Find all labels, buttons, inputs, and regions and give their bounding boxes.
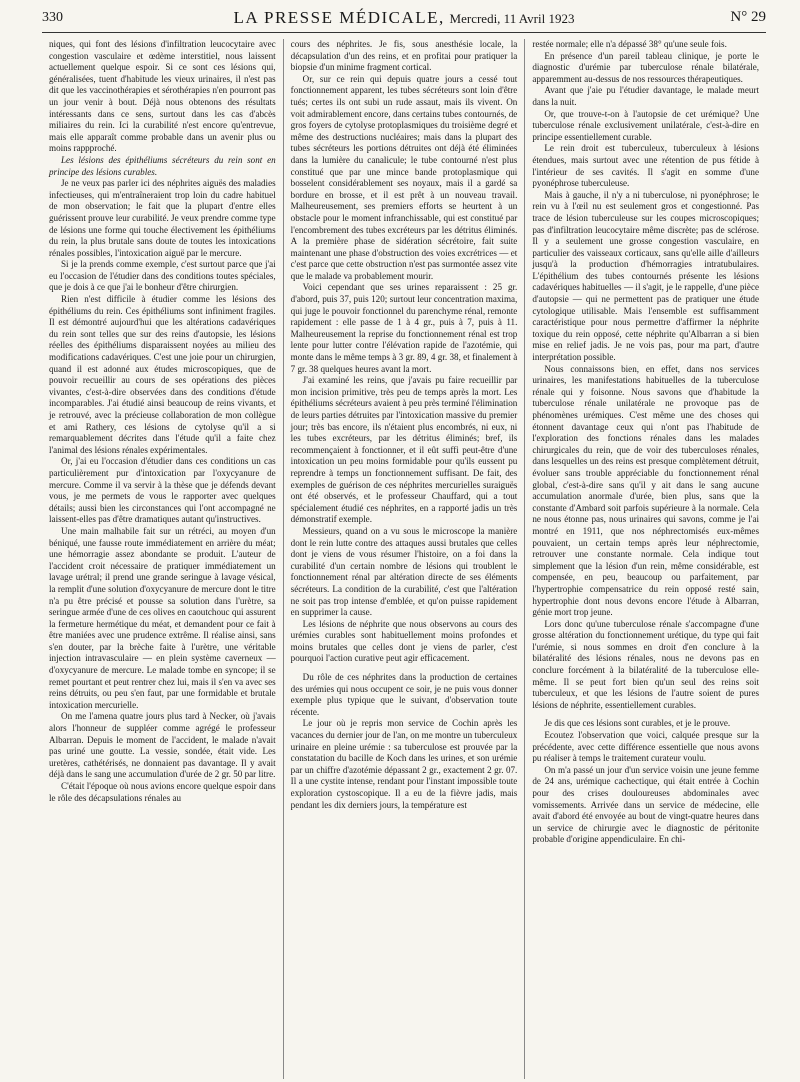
paragraph: cours des néphrites. Je fis, sous anesthésie locale, la décapsulation d'un des reins, et en profitai pour pratiquer la biopsie d'un minime fragment cortical. bbox=[290, 39, 518, 73]
column-2 bbox=[283, 39, 525, 1079]
paragraph: Nous connaissons bien, en effet, dans nos services urinaires, les manifestations habituelles de la tuberculose rénale qui y foisonne. Nous savons que d'habitude la tuberculose rénale unilatérale ne provoque pas de phénomènes urémiques. C'est même une des choses qui étonnent davantage ceux qui n'ont pas l'habitude de l'exploration des fonctions rénales dans les malades chirurgicales du rein, que de voir des tuberculoses rénales, dans lesquelles un des reins est presque complètement détruit, évoluer sans trouble appréciable du fonctionnement rénal global, c'est-à-dire sans qu'il y ait dans le sang aucune accumulation anormale d'urée, bien plus, sans que la constante d'Ambard soit parfois supérieure à la normale. Cela ne nous étonne pas, nous urinaires qui savons, comme je l'ai montré en 1911, que nos néphrectomisés eux-mêmes pouvaient, un certain temps après leur néphrectomie, retrouver une constante normale. Cela indique tout simplement que la lésion d'un rein, même considérable, est compensée, en peu, beaucoup ou parfaitement, par l'hypertrophie compensatrice du rein opposé resté sain, hypertrophie dont nous devons encore l'étude à Albarran, génie mort trop jeune. bbox=[532, 363, 760, 618]
paragraph: Voici cependant que ses urines reparaissent : 25 gr. d'abord, puis 37, puis 120; surtout leur concentration maxima, qui juge le pouvoir fonctionnel du parenchyme rénal, remonte rapidement : elle passe de 1 à 4 gr., puis à 7, puis à 11. Malheureusement la reprise du fonctionnement rénal est trop lente pour lutter contre l'élévation rapide de l'azotémie, qui monte dans le même temps à 3 gr. 89, 4 gr. 38, et finalement à 7 gr. 38 quelques heures avant la mort. bbox=[290, 282, 518, 374]
paragraph: Je ne veux pas parler ici des néphrites aiguës des maladies infectieuses, qui m'entraîneraient trop loin du cadre habituel de mon observation; le fait que la plupart d'entre elles guérissent prouve leur curabilité. Je veux prendre comme type de lésions une forme qui touche électivement les épithéliums du rein, la plus brutale sans doute de toutes les intoxications rénales possibles, l'intoxication aiguë par le mercure. bbox=[49, 178, 276, 258]
paragraph: Lors donc qu'une tuberculose rénale s'accompagne d'une grosse altération du fonctionnement urétique, du type qui fait l'urémie, si nous sommes en droit d'en conclure à la bilatéralité des lésions rénales, nous ne devons pas en conclure forcément à la bilatéralité de la tuberculose elle-même. Il se peut fort bien qu'un seul des reins soit tuberculeux, et que les lésions de l'autre soient de pures lésions de néphrite, essentiellement curables. bbox=[532, 618, 760, 710]
page-header bbox=[42, 8, 766, 33]
paragraph: niques, qui font des lésions d'infiltration leucocytaire avec congestion vasculaire et œdème interstitiel, nous laissent actuellement quelque espoir. Si ce sont ces lésions qui, généralisées, tuent d'habitude les vieux urinaires, il n'est pas dit que les vaccinothérapies et sérothérapies n'en pourront pas un jour venir à bout. Déjà nous obtenons des résultats intéressants dans ce sens, surtout dans les cas d'abcès miliaires du rein. Ici la curabilité n'est encore qu'entrevue, mais elle apparaît comme probable dans un avenir plus ou moins rappproché. bbox=[49, 39, 276, 154]
issue-date: Mercredi, 11 Avril 1923 bbox=[449, 11, 575, 26]
paragraph: Je dis que ces lésions sont curables, et je le prouve. bbox=[544, 718, 731, 729]
journal-name: LA PRESSE MÉDICALE, bbox=[233, 8, 445, 27]
page-number: 330 bbox=[42, 10, 63, 25]
column-1 bbox=[42, 39, 283, 1079]
paragraph: On m'a passé un jour d'un service voisin une jeune femme de 24 ans, urémique cachectique, qui était entrée à Cochin pour des crises douloureuses abdominales avec vomissements. Arrivée dans un service de médecine, elle avait d'abord été envoyée au bout de vingt-quatre heures dans un service de chirurgie avec le diagnostic de péritonite probable d'origine appendiculaire. En chi- bbox=[532, 764, 760, 845]
paragraph: Ecoutez l'observation que voici, calquée presque sur la précédente, avec cette différence essentielle que nous avons pu réaliser à temps le traitement curateur voulu. bbox=[532, 730, 760, 764]
paragraph: Or, sur ce rein qui depuis quatre jours a cessé tout fonctionnement apparent, les tubes sécréteurs sont loin d'être tués; certes ils ont subi un rude assaut, mais ils vivent. On voit admirablement encore, dans certains tubes contournés, de gros foyers de cytolyse protoplasmiques du troisième degré et même des destructions nucléaires; mais dans la plupart des tubes sécréteurs les portions détruites ont déjà été éliminées dans la lumière du canalicule; le tube contourné n'est plus constitué que par une mince bande protoplasmique qui bosselent considérablement ses noyaux, mais il a gardé sa bordure en brosse, et il est prêt à un nouveau travail. Malheureusement, ses premiers efforts se heurtent à un obstacle pour le moment infranchissable, qui est constitué par l'encombrement des tubes excréteurs par les détritus éliminés. A la première phase de sidération sécrétoire, fait suite maintenant une phase d'obstruction des voies excrétrices — et c'est parce que cette obstruction n'est pas surmontée assez vite que le malade va probablement mourir. bbox=[290, 73, 518, 281]
paragraph: Avant que j'aie pu l'étudier davantage, le malade meurt dans la nuit. bbox=[532, 85, 760, 107]
paragraph: Du rôle de ces néphrites dans la production de certaines des urémies qui nous occupent ce soir, je ne puis vous donner exemple plus typique que le suivant, d'observation toute récente. bbox=[290, 672, 518, 717]
paragraph: Le rein droit est tuberculeux, tuberculeux à lésions étendues, mais surtout avec une rétention de pus fétide à l'intérieur de ses cavités. Il s'agit en somme d'une pyonéphrose tuberculeuse. bbox=[532, 143, 760, 189]
paragraph: On me l'amena quatre jours plus tard à Necker, où j'avais alors l'honneur de suppléer comme agrégé le professeur Albarran. Depuis le moment de l'accident, le malade n'avait pas uriné une goutte. La vessie, sondée, était vide. Les uretères, cathétérisés, ne donnaient pas davantage. Il y avait déjà dans le sang une accumulation d'urée de 2 gr. 50 par litre. bbox=[49, 711, 276, 780]
paragraph: restée normale; elle n'a dépassé 38° qu'une seule fois. bbox=[532, 39, 727, 49]
paragraph: Or, j'ai eu l'occasion d'étudier dans ces conditions un cas particulièrement pur d'intoxication par l'oxycyanure de mercure. Comme il va servir à la thèse que je défends devant vous, je me permets de vous le rapporter avec quelques détails; aussi bien les circonstances qui l'ont accompagné ne laissent-elles pas d'être dramatiques autant qu'instructives. bbox=[49, 456, 276, 525]
issue-number: N° 29 bbox=[730, 9, 766, 25]
paragraph: Mais à gauche, il n'y a ni tuberculose, ni pyonéphrose; le rein vu à l'œil nu est seulement gros et congestionné. Pas trace de lésion tuberculeuse sur les coupes microscopiques; pas d'infiltration leucocytaire même discrète; pas de sclérose. Il y a seulement une grosse congestion vasculaire, en particulier des vaisseaux corticaux, sans qu'elle aille d'ailleurs jusqu'à la production d'hémorragies intratubulaires. L'épithélium des tubes contournés présente les lésions cadavériques habituelles — il s'agit, je le rappelle, d'une pièce d'autopsie — qui ne permettent pas de pratiquer une étude cytologique utilisable. Mais l'ensemble est suffisamment caractéristique pour nous permettre d'affirmer la néphrite toxique du rein opposé, cette néphrite qu'Albarran a si bien mise en relief jadis. Je ne vois pas, pour ma part, d'autre interprétation possible. bbox=[532, 189, 760, 363]
paragraph: Une main malhabile fait sur un rétréci, au moyen d'un béniqué, une fausse route immédiatement en arrière du méat; une hémorragie assez abondante se produit. L'auteur de l'accident croit nécessaire de pratiquer immédiatement un lavage urétral; il prend une grande seringue à lavage vésical, la remplit d'une solution d'oxycyanure de mercure dont le titre n'a pu être précisé et pousse sa solution dans l'urètre, sa seringue armée d'une de ces olives en caoutchouc qui assurent la fermeture hermétique du méat, et demandent pour ce fait à être maniées avec une prudence extrême. Il réalise ainsi, sans s'en douter, par la brèche faite à l'urètre, une véritable injection intravasculaire — en plein système caverneux — d'oxycyanure de mercure. Le malade tombe en syncope; il se remet pourtant et peut rentrer chez lui, mais il s'en va avec ses reins détruits, ou peu s'en faut, par une formidable et brutale intoxication mercurielle. bbox=[49, 525, 276, 710]
paragraph: Messieurs, quand on a vu sous le microscope la manière dont le rein lutte contre des attaques aussi brutales que celles dont je viens de vous résumer l'histoire, on a foi dans la curabilité d'un certain nombre de lésions qui troublent le fonctionnement rénal par altération directe de ses éléments sécréteurs. La condition de la curabilité, c'est que l'altération ne soit pas trop intense d'emblée, et qu'on puisse rapidement en supprimer la cause. bbox=[290, 525, 518, 618]
paragraph: Les lésions des épithéliums sécréteurs du rein sont en principe des lésions curables. bbox=[49, 154, 276, 177]
paragraph: En présence d'un pareil tableau clinique, je porte le diagnostic d'urémie par tuberculose rénale bilatérale, apparemment au-dessus de nos ressources thérapeutiques. bbox=[532, 50, 760, 84]
paragraph: Les lésions de néphrite que nous observons au cours des urémies curables sont habituellement moins profondes et moins brutales que celles dont je viens de parler, c'est pourquoi l'action curative peut agir efficacement. bbox=[290, 618, 518, 664]
text-columns bbox=[42, 39, 766, 1079]
paragraph: C'était l'époque où nous avions encore quelque espoir dans le rôle des décapsulations rénales au bbox=[49, 781, 276, 803]
paragraph: Or, que trouve-t-on à l'autopsie de cet urémique? Une tuberculose rénale exclusivement unilatérale, c'est-à-dire en principe essentiellement curable. bbox=[532, 108, 760, 142]
paragraph: Rien n'est difficile à étudier comme les lésions des épithéliums du rein. Ces épithéliums sont infiniment fragiles. Il est démontré aujourd'hui que les altérations cadavériques du rein sont telles que sur des reins d'autopsie, les lésions réelles des épithéliums disparaissent noyées au milieu des modifications cadavériques. C'est une joie pour un chirurgien, quand il est adonné aux études microscopiques, que de pouvoir recueillir au cours de ses opérations des pièces vivantes, c'est-à-dire observées dans des conditions d'étude incomparables. J'ai étudié ainsi beaucoup de reins vivants, et je retrouvé, avec la précieuse collaboration de mon collègue et ami Rathery, ces lésions de cytolyse qu'il a si remarquablement décrites dans l'étude qu'il a faite chez l'animal des lésions rénales expérimentales. bbox=[49, 294, 276, 455]
journal-masthead bbox=[42, 8, 766, 28]
paragraph: J'ai examiné les reins, que j'avais pu faire recueillir par mon incision primitive, très peu de temps après la mort. Les épithéliums sécréteurs avaient à peu près terminé l'élimination de leurs parties détruites par l'intoxication massive du premier jour; très bas encore, ils n'étaient plus encombrés, ni eux, ni les tubes excréteurs, par les détritus éliminés; bref, ils recommençaient à fonctionner, et il eût suffi peut-être d'une intoxication un peu moins formidable pour qu'ils eussent pu reprendre à temps un fonctionnement suffisant. De fait, des exemples de guérison de ces néphrites mercurielles suraiguës ont été observés, et le professeur Chauffard, qui a tout spécialement étudié ces néphrites, en a rapporté jadis un très démonstratif exemple. bbox=[290, 375, 518, 525]
paragraph: Si je la prends comme exemple, c'est surtout parce que j'ai eu l'occasion de l'étudier dans des conditions toutes spéciales, que je dois à ce que j'ai le bonheur d'être chirurgien. bbox=[49, 259, 276, 293]
paragraph: Le jour où je repris mon service de Cochin après les vacances du dernier jour de l'an, on me montre un tuberculeux urinaire en pleine urémie : sa tuberculose est prouvée par la constatation du bacille de Koch dans les urines, et son urémie par un chiffre d'azotémie dépassant 2 gr., exactement 2 gr. 07. Il a une cystite intense, rendant pour l'instant impossible toute exploration cystoscopique. Il a eu de la fièvre jadis, mais pendant les dix derniers jours, la température est bbox=[290, 718, 518, 810]
column-3 bbox=[524, 39, 766, 1079]
